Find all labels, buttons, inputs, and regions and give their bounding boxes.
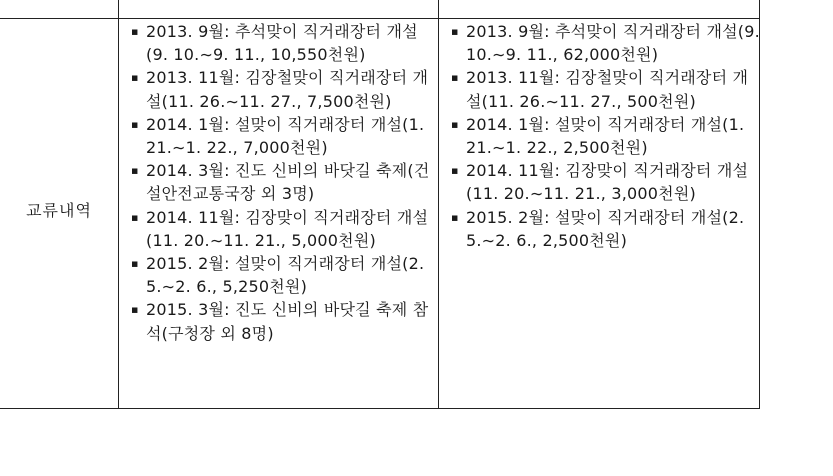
exchange-item — [128, 206, 433, 252]
exchange-item — [128, 252, 433, 298]
exchange-item — [448, 20, 760, 66]
exchange-item-text: 2013. 9월: 추석맞이 직거래장터 개설(9. 10.∼9. 11., 62,000천원) — [466, 22, 760, 65]
exchange-list-column-a — [128, 20, 433, 345]
bullet-icon: ▪ — [131, 303, 139, 317]
exchange-item-text: 2013. 11월: 김장철맞이 직거래장터 개설(11. 26.∼11. 27., 7,500천원) — [146, 68, 429, 111]
bullet-icon: ▪ — [451, 71, 459, 85]
bullet-icon: ▪ — [131, 117, 139, 131]
bullet-icon: ▪ — [451, 164, 459, 178]
exchange-item-text: 2014. 1월: 설맞이 직거래장터 개설(1. 21.∼1. 22., 7,000천원) — [146, 114, 425, 158]
exchange-item — [448, 113, 760, 159]
exchange-item-text: 2014. 3월: 진도 신비의 바닷길 축제(건설안전교통국장 외 3명) — [146, 161, 430, 204]
exchange-item — [128, 20, 433, 66]
exchange-item-text: 2013. 9월: 추석맞이 직거래장터 개설(9. 10.∼9. 11., 10,550천원) — [146, 22, 418, 65]
exchange-item-text: 2014. 11월: 김장맞이 직거래장터 개설(11. 20.∼11. 21., 3,000천원) — [466, 161, 749, 204]
exchange-item-text: 2015. 3월: 진도 신비의 바닷길 축제 참석(구청장 외 8명) — [146, 300, 429, 343]
bullet-icon: ▪ — [131, 164, 139, 178]
exchange-item-text: 2015. 2월: 설맞이 직거래장터 개설(2. 5.∼2. 6., 5,250천원) — [146, 254, 425, 297]
exchange-item — [448, 66, 760, 112]
bullet-icon: ▪ — [131, 210, 139, 224]
row-label-exchange-history: 교류내역 — [26, 201, 92, 220]
exchange-item — [448, 206, 760, 252]
bullet-icon: ▪ — [451, 117, 459, 131]
bullet-icon: ▪ — [131, 257, 139, 271]
exchange-item-text: 2015. 2월: 설맞이 직거래장터 개설(2. 5.∼2. 6., 2,500천원) — [466, 207, 745, 250]
table-rule-bottom — [0, 408, 760, 409]
exchange-item — [128, 159, 433, 205]
exchange-item — [448, 159, 760, 205]
bullet-icon: ▪ — [131, 71, 139, 85]
exchange-item-text: 2014. 11월: 김장맞이 직거래장터 개설 (11. 20.∼11. 21., 5,000천원) — [146, 207, 429, 250]
table-column-divider-1 — [118, 0, 119, 409]
bullet-icon: ▪ — [451, 210, 459, 224]
exchange-item — [128, 113, 433, 159]
bullet-icon: ▪ — [131, 25, 139, 38]
bullet-icon: ▪ — [451, 25, 459, 38]
table-column-divider-2 — [438, 0, 439, 409]
exchange-list-column-b — [448, 20, 760, 252]
exchange-item-text: 2013. 11월: 김장철맞이 직거래장터 개설(11. 26.∼11. 27., 500천원) — [466, 68, 749, 111]
exchange-item — [128, 298, 433, 344]
table-rule-top — [0, 18, 760, 19]
exchange-item-text: 2014. 1월: 설맞이 직거래장터 개설(1. 21.∼1. 22., 2,500천원) — [466, 114, 745, 158]
exchange-item — [128, 66, 433, 112]
